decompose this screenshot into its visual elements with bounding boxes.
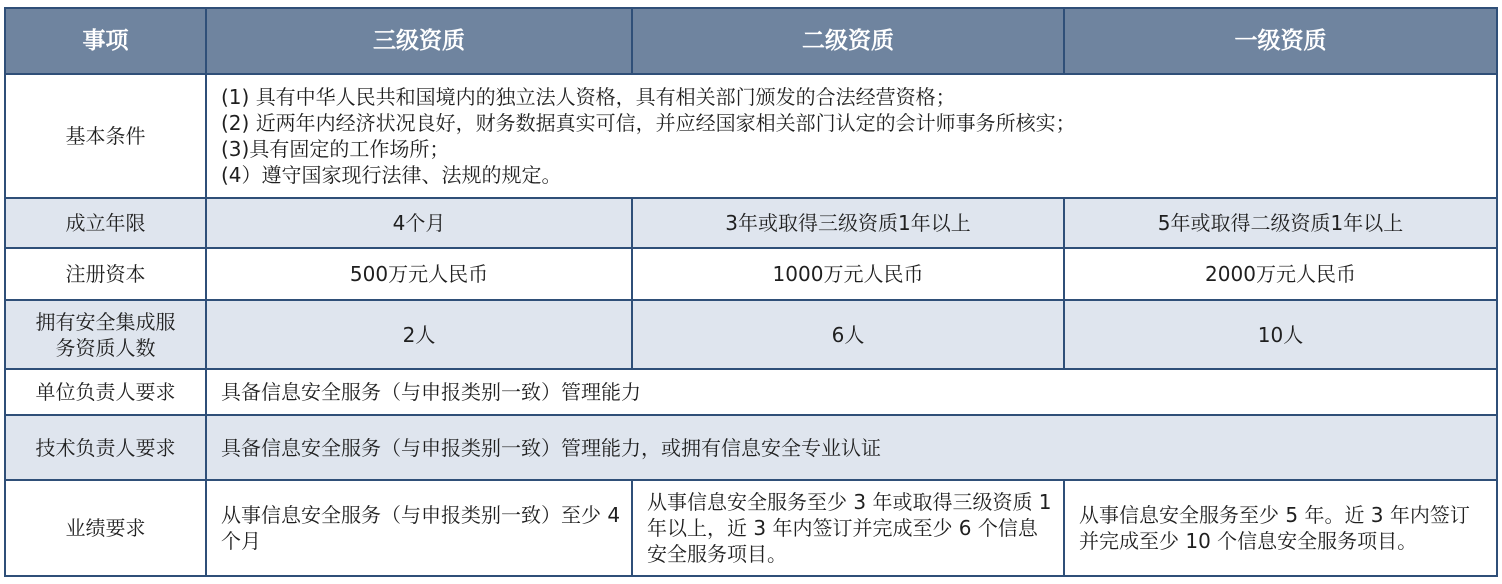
staff-label-line1: 拥有安全集成服 [35,309,176,334]
unit-head-value: 具备信息安全服务（与申报类别一致）管理能力 [206,369,1497,415]
header-item: 事项 [5,8,206,74]
capital-label: 注册资本 [5,248,206,300]
staff-level2: 6人 [632,300,1064,369]
basic-condition-2: (2) 近两年内经济状况良好，财务数据真实可信，并应经国家相关部门认定的会计师事务所核实； [221,111,1076,135]
basic-condition-4: (4）遵守国家现行法律、法规的规定。 [221,163,562,187]
row-registered-capital [5,248,1497,300]
header-row [5,8,1497,74]
staff-level1: 10人 [1064,300,1497,369]
row-tech-head [5,415,1497,480]
basic-condition-1: (1) 具有中华人民共和国境内的独立法人资格，具有相关部门颁发的合法经营资格； [221,85,956,109]
row-basic-conditions [5,74,1497,198]
performance-label: 业绩要求 [5,480,206,576]
performance-level1: 从事信息安全服务至少 5 年。近 3 年内签订并完成至少 10 个信息安全服务项目。 [1064,480,1497,576]
basic-conditions-label: 基本条件 [5,74,206,198]
years-label: 成立年限 [5,198,206,248]
row-unit-head [5,369,1497,415]
basic-conditions-value [206,74,1497,198]
capital-level2: 1000万元人民币 [632,248,1064,300]
staff-level3: 2人 [206,300,632,369]
staff-label [5,300,206,369]
basic-condition-3: (3)具有固定的工作场所； [221,137,450,161]
tech-head-label: 技术负责人要求 [5,415,206,480]
unit-head-label: 单位负责人要求 [5,369,206,415]
capital-level3: 500万元人民币 [206,248,632,300]
header-level3: 三级资质 [206,8,632,74]
years-level2: 3年或取得三级资质1年以上 [632,198,1064,248]
row-performance [5,480,1497,576]
row-establishment-years [5,198,1497,248]
tech-head-value: 具备信息安全服务（与申报类别一致）管理能力，或拥有信息安全专业认证 [206,415,1497,480]
qualification-table-container [4,7,1496,577]
years-level1: 5年或取得二级资质1年以上 [1064,198,1497,248]
header-level2: 二级资质 [632,8,1064,74]
row-qualified-staff [5,300,1497,369]
performance-level3: 从事信息安全服务（与申报类别一致）至少 4个月 [206,480,632,576]
years-level3: 4个月 [206,198,632,248]
performance-level2: 从事信息安全服务至少 3 年或取得三级资质 1 年以上，近 3 年内签订并完成至少 6 个信息安全服务项目。 [632,480,1064,576]
header-level1: 一级资质 [1064,8,1497,74]
capital-level1: 2000万元人民币 [1064,248,1497,300]
staff-label-line2: 务资质人数 [55,335,156,360]
qualification-table [4,7,1498,577]
